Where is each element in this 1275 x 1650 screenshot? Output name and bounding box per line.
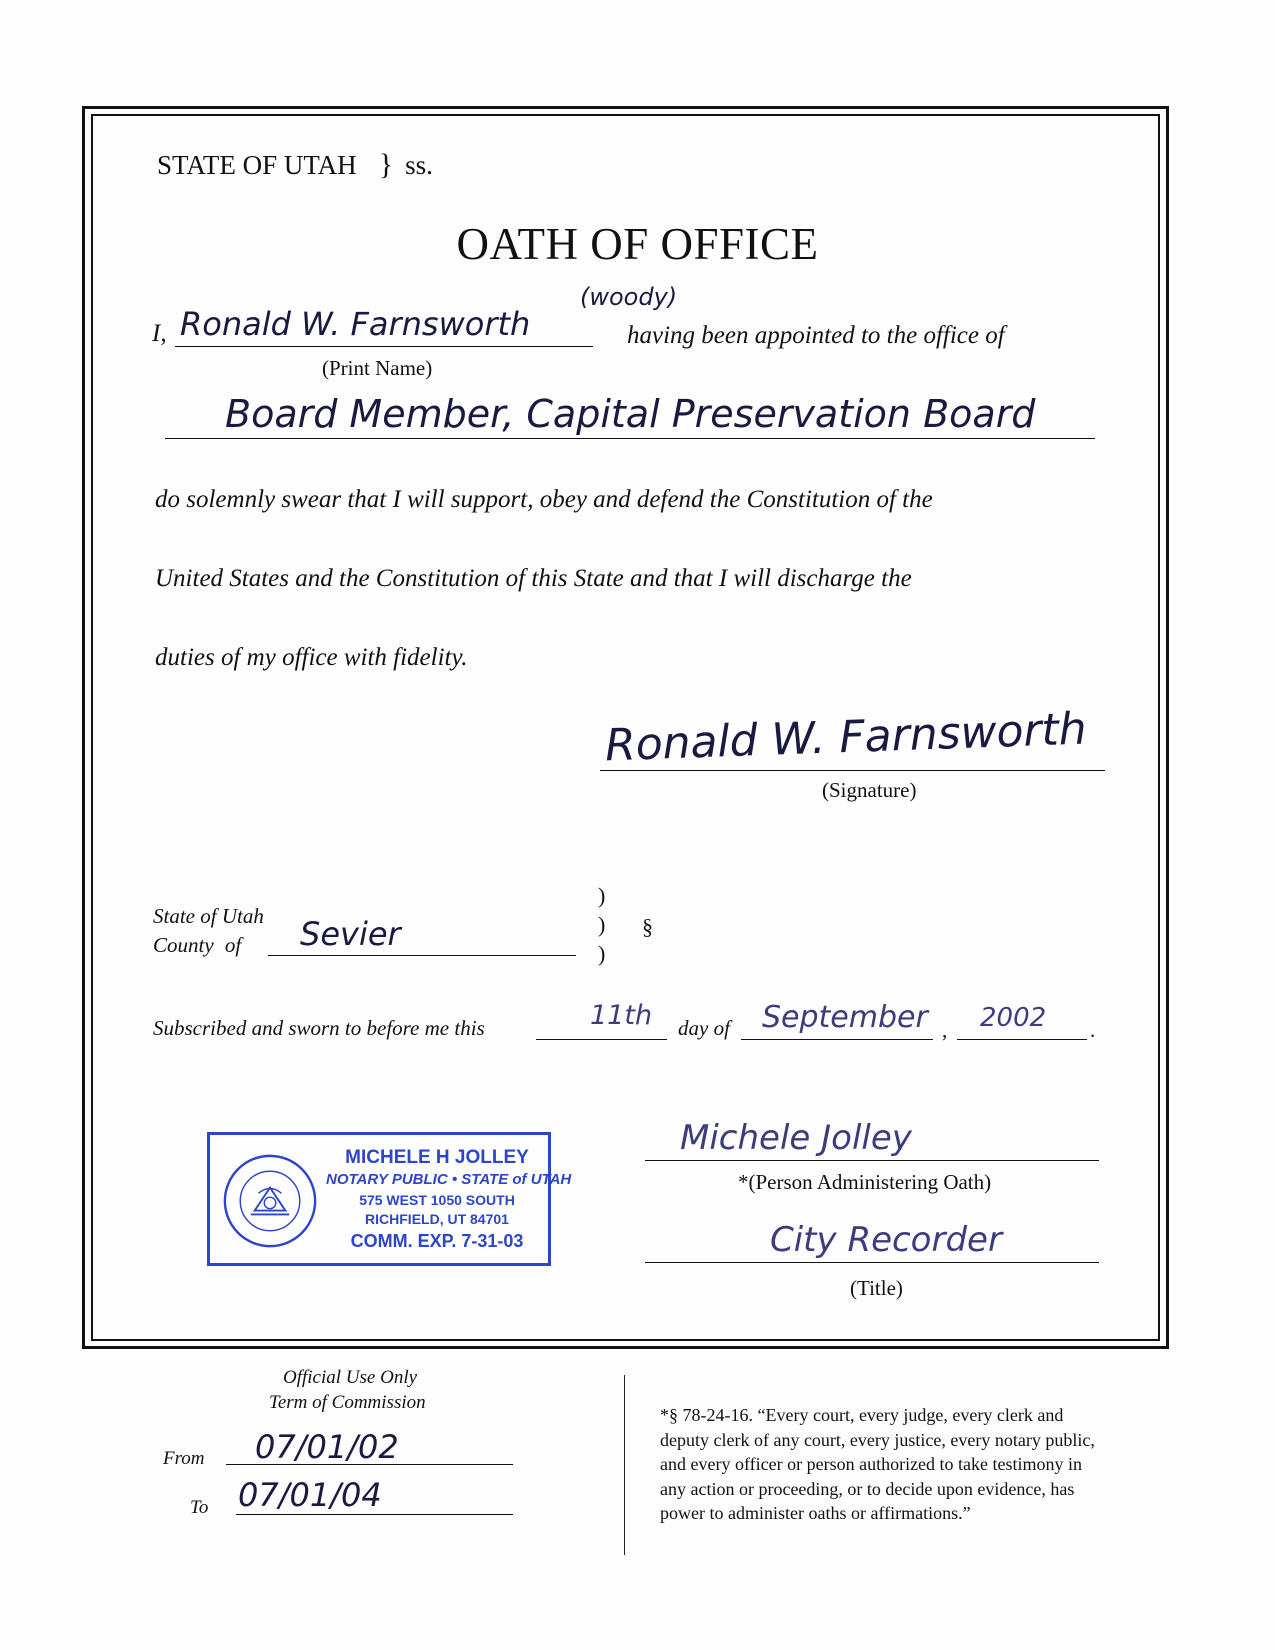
oath-line-2: United States and the Constitution of this State and that I will discharge the [155, 565, 912, 592]
to-label: To [190, 1497, 209, 1518]
nickname-handwritten: (woody) [580, 283, 678, 311]
county-handwritten: Sevier [300, 915, 401, 953]
signature-label: (Signature) [822, 778, 917, 802]
title-handwritten: City Recorder [770, 1220, 1002, 1260]
stamp-line-3: RICHFIELD, UT 84701 [365, 1211, 509, 1227]
appointed-text: having been appointed to the office of [627, 322, 1005, 349]
administrator-handwritten: Michele Jolley [680, 1118, 912, 1158]
official-use-subheading: Term of Commission [269, 1392, 426, 1413]
stamp-line-4: COMM. EXP. 7-31-03 [350, 1231, 524, 1251]
signature-line [600, 770, 1105, 771]
footer-divider [624, 1375, 625, 1555]
statute-note [660, 1403, 1180, 1526]
jurat-state-label: State of Utah [153, 904, 264, 928]
paren-2: ) [598, 912, 606, 937]
jurat-county-label [153, 933, 241, 958]
stamp-line-2: 575 WEST 1050 SOUTH [359, 1192, 515, 1208]
month-handwritten: September [762, 1000, 928, 1035]
oath-line-1: do solemnly swear that I will support, obey and defend the Constitution of the [155, 486, 933, 513]
from-label: From [163, 1448, 205, 1469]
notary-stamp [207, 1132, 572, 1266]
month-line [741, 1039, 933, 1040]
administrator-line [645, 1160, 1099, 1161]
state-seal-icon [222, 1153, 318, 1249]
date-period: . [1090, 1018, 1096, 1042]
subscribed-text: Subscribed and sworn to before me this [153, 1016, 485, 1040]
print-name-label: (Print Name) [322, 356, 433, 380]
county-line [268, 955, 576, 956]
title-label: (Title) [850, 1276, 903, 1300]
day-of-text: day of [678, 1016, 730, 1040]
official-use-heading: Official Use Only [283, 1367, 418, 1388]
venue-state: STATE OF UTAH [157, 150, 357, 180]
year-line [957, 1039, 1087, 1040]
statute-line-5: power to administer oaths or affirmations.” [660, 1503, 971, 1523]
name-handwritten: Ronald W. Farnsworth [180, 305, 531, 343]
intro-prefix: I, [152, 320, 167, 347]
paren-3: ) [598, 941, 606, 966]
date-comma: , [942, 1018, 948, 1042]
day-handwritten: 11th [590, 1000, 653, 1031]
county-label: County [153, 933, 214, 957]
name-line [175, 346, 593, 347]
statute-line-1: *§ 78-24-16. “Every court, every judge, every clerk and [660, 1405, 1064, 1425]
office-line [165, 438, 1095, 439]
year-handwritten: 2002 [980, 1003, 1047, 1033]
venue-brace: } [378, 148, 394, 181]
statute-line-4: any action or proceeding, or to decide upon evidence, has [660, 1478, 1075, 1499]
to-line [236, 1514, 513, 1515]
statute-line-2: deputy clerk of any court, every justice, every notary public, [660, 1429, 1095, 1450]
day-line [536, 1039, 667, 1040]
statute-line-3: and every officer or person authorized to take testimony in [660, 1454, 1083, 1474]
venue-ss: ss. [405, 150, 433, 180]
from-handwritten: 07/01/02 [255, 1428, 399, 1466]
county-of-label: of [224, 933, 242, 957]
to-handwritten: 07/01/04 [238, 1476, 382, 1514]
stamp-name: MICHELE H JOLLEY [345, 1147, 529, 1168]
title-line [645, 1262, 1099, 1263]
signature-handwritten: Ronald W. Farnsworth [604, 703, 1088, 772]
oath-line-3: duties of my office with fidelity. [155, 644, 468, 671]
administrator-label: *(Person Administering Oath) [738, 1170, 992, 1194]
venue-heading [157, 148, 433, 182]
page-title: OATH OF OFFICE [456, 219, 819, 269]
office-handwritten: Board Member, Capital Preservation Board [225, 392, 1036, 436]
paren-1: ) [598, 883, 606, 908]
section-symbol: § [642, 914, 653, 939]
stamp-line-1: NOTARY PUBLIC • STATE of UTAH [326, 1171, 572, 1188]
